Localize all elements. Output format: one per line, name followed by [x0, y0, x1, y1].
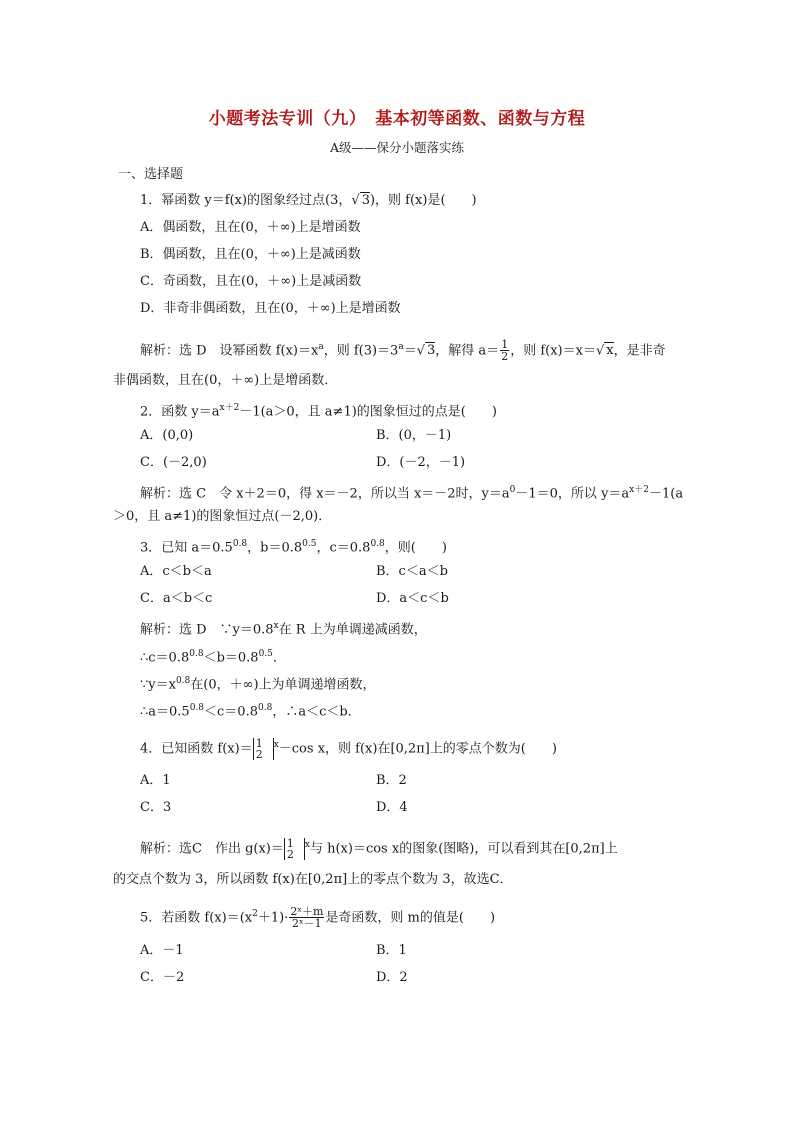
q3-solution-line4: $\therefore a=0.5^{0.8}<c=0.8^{0.8}$，∴a＜c＜b．	[140, 703, 361, 720]
q2-option-c: C．(－2,0)	[140, 455, 207, 470]
q2-solution-line1: 解析：选 C 令 x＋2＝0，得 x＝－2，所以当 x＝－2时，$y=a^0-1=0$，所以 $y=a^{x+2}-1(a$	[140, 485, 684, 502]
q5-option-d: D．2	[376, 970, 408, 985]
q3-option-b: B．c＜a＜b	[376, 564, 448, 579]
sqrt-symbol-icon: √	[351, 193, 360, 208]
q5-option-b: B．1	[376, 943, 407, 958]
q3-option-a: A．c＜b＜a	[140, 564, 212, 579]
q1-option-c: C．奇函数，且在(0，＋∞)上是减函数	[140, 274, 362, 289]
q1-solution-line1: 解析：选 D 设幂函数 $f(x)=x^a$，则 $f(3)=3^a=√$ 3，解得 a＝ $\frac{1}{2}$ ，则 f(x)＝x＝√ x，是非奇	[140, 338, 666, 364]
q4-option-d: D．4	[376, 800, 408, 815]
section-heading: 一、选择题	[118, 167, 184, 182]
fraction: $\frac{1}{2}$	[501, 338, 509, 364]
q2-stem: 2．函数 $y=a^{x+2}-1(a>0$，且 a≠1)的图象恒过的点是( )	[140, 403, 497, 420]
q4-option-b: B．2	[376, 773, 407, 788]
q5-option-c: C．－2	[140, 970, 185, 985]
sqrt-symbol-icon: √	[595, 343, 605, 359]
page-subtitle: A级——保分小题落实练	[329, 140, 465, 155]
fraction-bracket: 1 2	[284, 838, 305, 860]
q3-stem: 3．已知 $a=0.5^{0.8}$，$b=0.8^{0.5}$，$c=0.8^{0.8}$，则( )	[140, 539, 447, 556]
q4-solution-line1: 解析：选C 作出 g(x)＝ 1 2 $^x$与 h(x)＝cos x的图象(图略)，可以看到其在[0,2π]上	[140, 836, 618, 861]
q3-option-d: D．a＜c＜b	[376, 591, 449, 606]
q1-option-d: D．非奇非偶函数，且在(0，＋∞)上是增函数	[140, 301, 401, 316]
q1-option-b: B．偶函数，且在(0，＋∞)上是减函数	[140, 247, 361, 262]
q3-solution-line1: 解析：选 D $\because y=0.8^x$在 R 上为单调递减函数，	[140, 621, 427, 638]
page-title: 小题考法专训（九） 基本初等函数、函数与方程	[208, 109, 586, 129]
q2-option-d: D．(－2，－1)	[376, 455, 466, 470]
q4-option-a: A．1	[140, 773, 171, 788]
q4-stem: 4．已知函数 f(x)＝ 1 2 $^x$－cos x，则 f(x)在[0,2π]上的零点个数为( )	[140, 736, 557, 761]
q2-option-a: A．(0,0)	[140, 428, 194, 443]
q5-option-a: A．－1	[140, 943, 184, 958]
fraction: $\frac{\text{2ˣ＋m}}{\text{2ˣ－1}}$	[290, 905, 324, 931]
q4-solution-line2: 的交点个数为 3，所以函数 f(x)在[0,2π]上的零点个数为 3，故选C．	[113, 872, 513, 887]
fraction-bracket: 1 2	[253, 738, 274, 760]
sqrt-symbol-icon: √	[416, 343, 426, 359]
q5-stem: 5．若函数 $f(x)=(x^2+1)\cdot$ $\frac{\text{2ˣ＋m}}{\text{2ˣ－1}}$ 是奇函数，则 m的值是( )	[140, 905, 496, 931]
q1-option-a: A．偶函数，且在(0，＋∞)上是增函数	[140, 220, 361, 235]
q1-stem: 1．幂函数 y＝f(x)的图象经过点(3，√ 3)，则 f(x)是( )	[140, 193, 477, 208]
q3-solution-line2: $\therefore c=0.8^{0.8}<b=0.8^{0.5}$．	[140, 649, 286, 666]
q2-solution-line2: ＞0，且 a≠1)的图象恒过点(－2,0)．	[113, 509, 332, 524]
q3-solution-line3: $\because y=x^{0.8}$在(0，＋∞)上为单调递增函数，	[140, 676, 376, 693]
q2-option-b: B．(0，－1)	[376, 428, 452, 443]
q3-option-c: C．a＜b＜c	[140, 591, 213, 606]
q1-solution-line2: 非偶函数，且在(0，＋∞)上是增函数．	[113, 373, 338, 388]
q4-option-c: C．3	[140, 800, 172, 815]
